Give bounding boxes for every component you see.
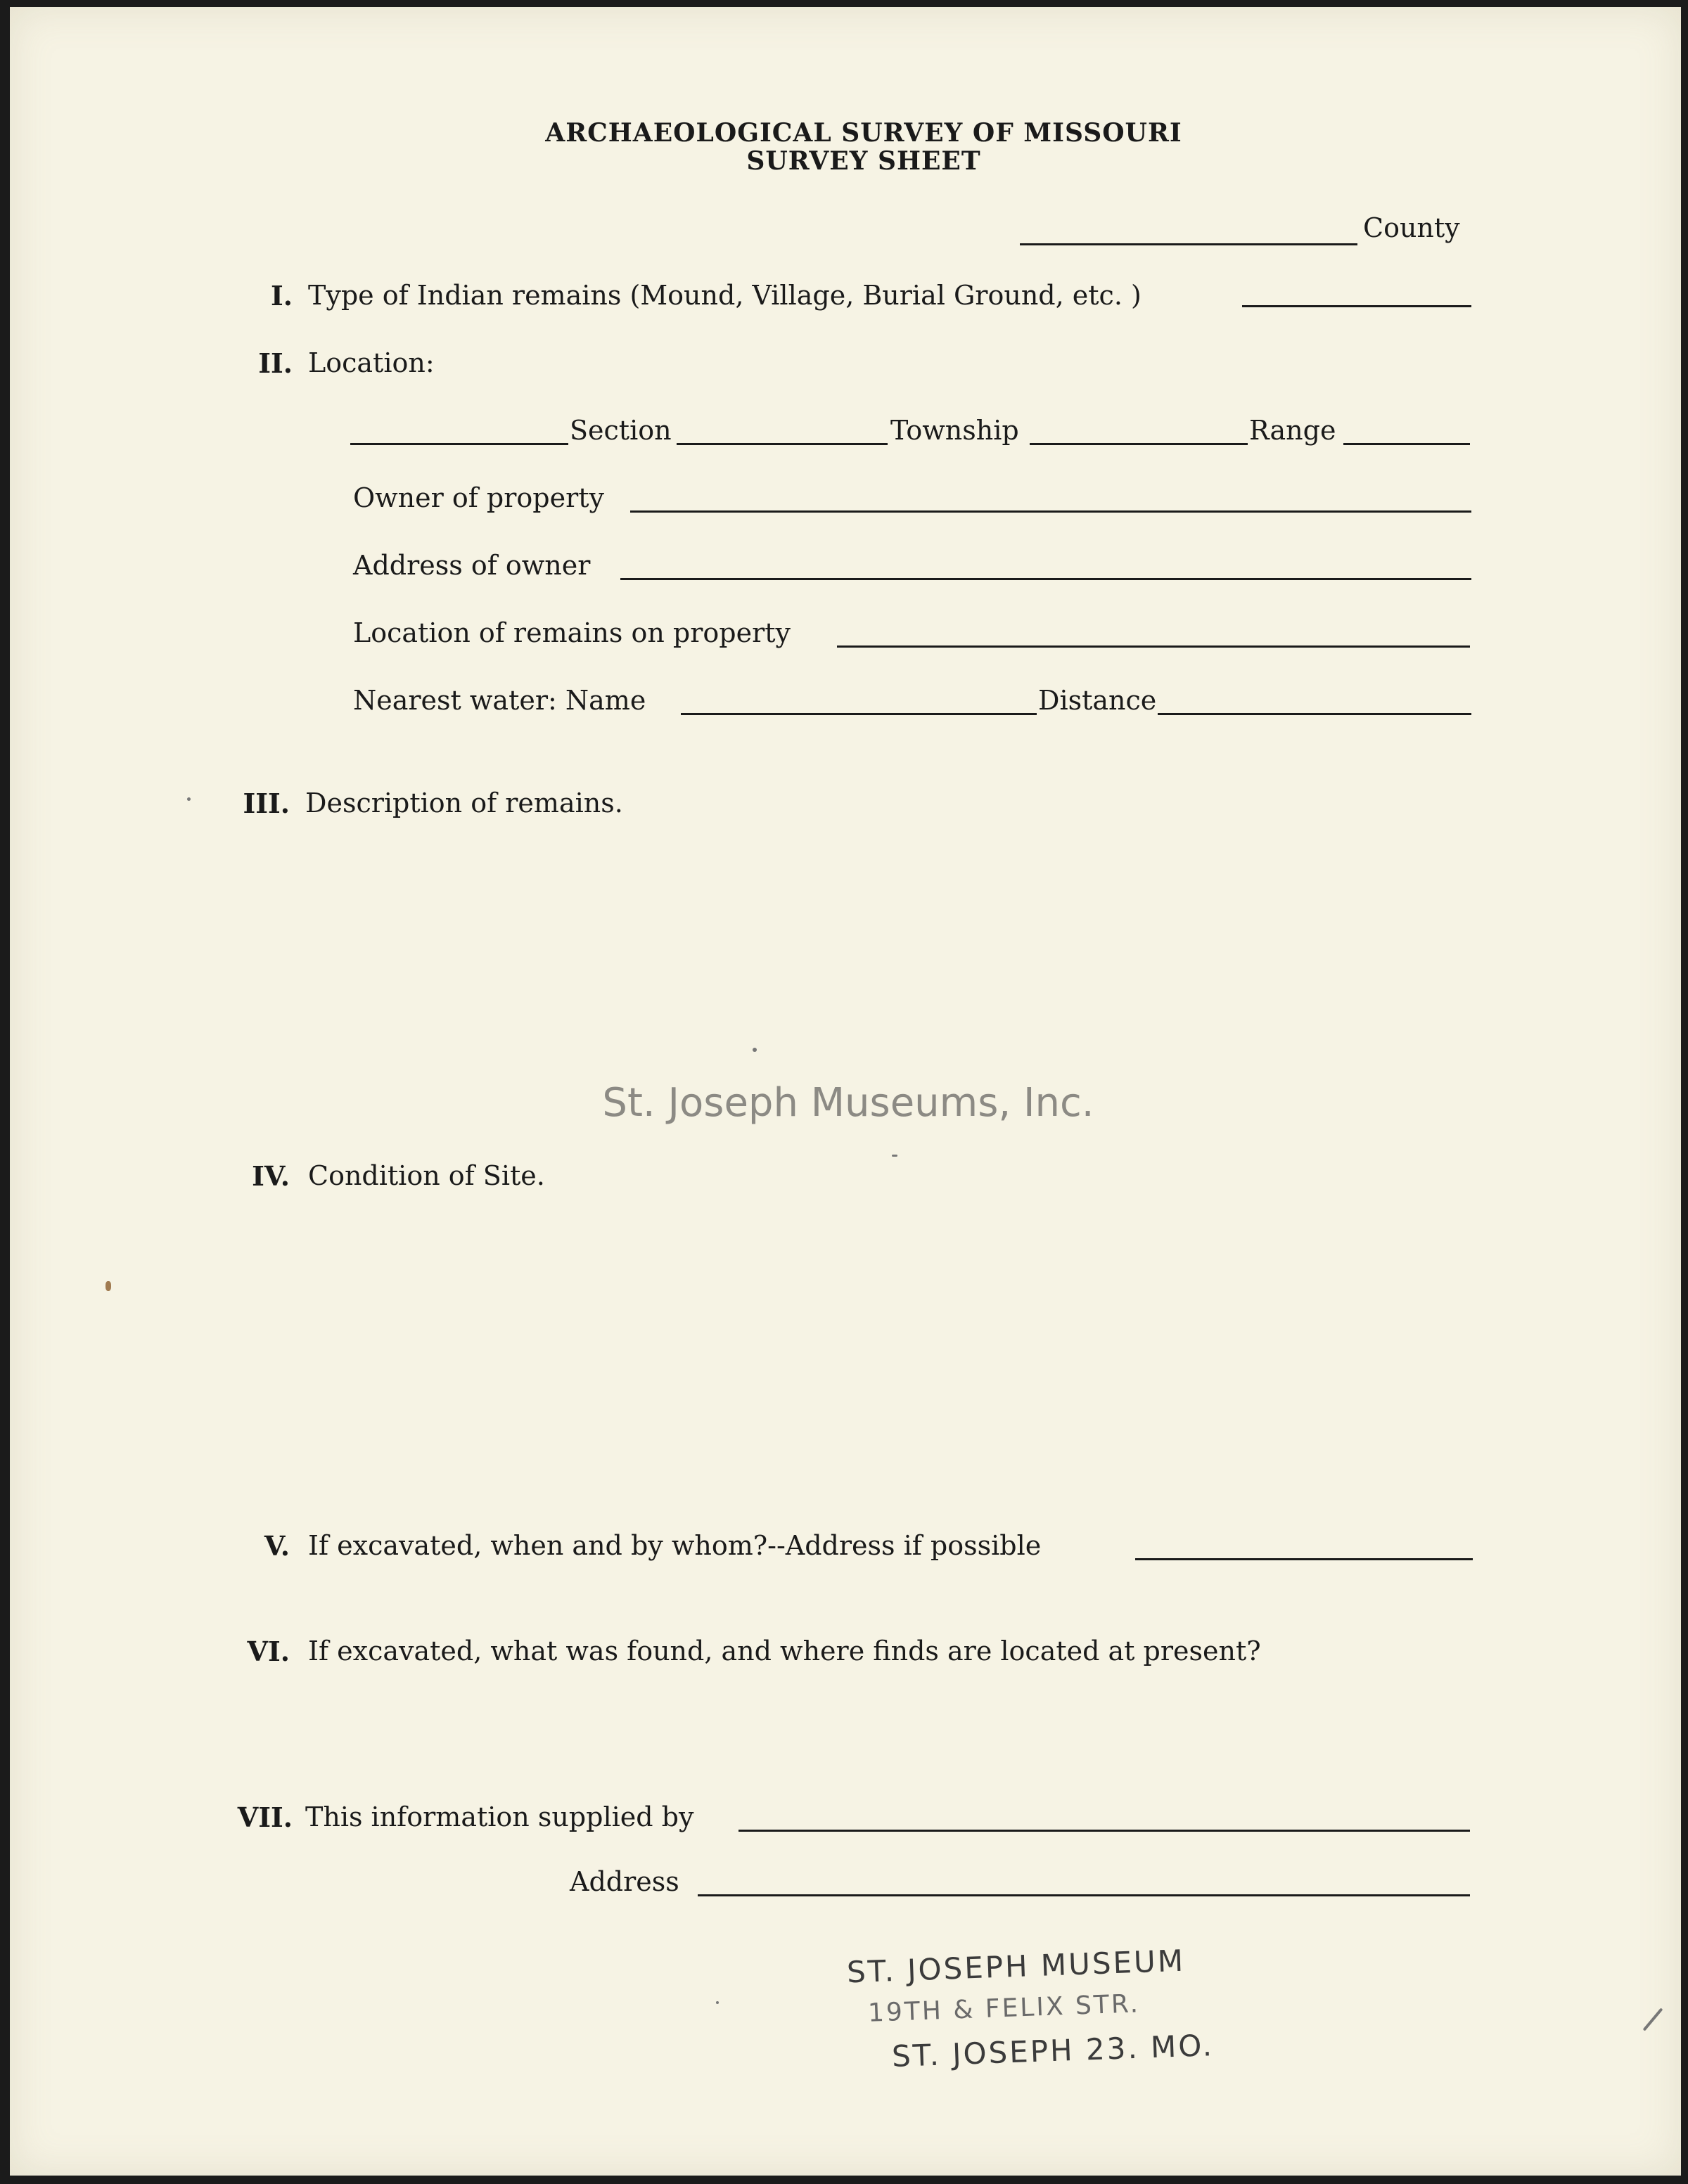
section-label: Section [570, 415, 672, 446]
section-vii-label: This information supplied by [305, 1801, 694, 1832]
section-v-label: If excavated, when and by whom?--Address if possible [308, 1530, 1042, 1561]
section-i-label: Type of Indian remains (Mound, Village, Burial Ground, etc. ) [308, 280, 1142, 311]
section-iv-label: Condition of Site. [308, 1160, 545, 1191]
description-area[interactable] [305, 830, 1473, 1069]
section-vi-label: If excavated, what was found, and where finds are located at present? [308, 1636, 1261, 1666]
location-remains-field[interactable] [837, 645, 1470, 648]
section-field[interactable] [350, 443, 568, 445]
paper-mark [1643, 2008, 1663, 2031]
paper-speck [892, 1155, 897, 1157]
paper-speck [716, 2001, 719, 2004]
owner-label: Owner of property [353, 482, 604, 513]
range-prefix-field[interactable] [1030, 443, 1248, 445]
type-of-remains-field[interactable] [1242, 305, 1471, 307]
section-number-vi: VI. [247, 1636, 290, 1667]
address-label: Address [570, 1866, 679, 1897]
stamp-line1: ST. JOSEPH MUSEUM [846, 1943, 1186, 1990]
section-iii-label: Description of remains. [305, 788, 623, 818]
section-number-i: I. [270, 280, 293, 311]
distance-label: Distance [1038, 685, 1157, 716]
form-title-line2: SURVEY SHEET [746, 146, 981, 176]
paper-speck [106, 1281, 111, 1291]
range-field[interactable] [1343, 443, 1470, 445]
section-number-vii: VII. [237, 1801, 293, 1833]
section-number-iii: III. [243, 788, 290, 819]
supplied-by-field[interactable] [738, 1830, 1470, 1832]
stamp-line3: ST. JOSEPH 23. MO. [891, 2028, 1215, 2074]
watermark: St. Joseph Museums, Inc. [602, 1080, 1094, 1126]
section-number-v: V. [264, 1530, 290, 1562]
paper-speck [753, 1048, 757, 1052]
excavated-by-field[interactable] [1135, 1558, 1473, 1560]
range-label: Range [1249, 415, 1336, 446]
form-sheet [10, 7, 1681, 2176]
section-number-iv: IV. [252, 1160, 290, 1192]
section-number-ii: II. [258, 347, 293, 379]
address-field[interactable] [698, 1894, 1470, 1896]
condition-area[interactable] [308, 1202, 1476, 1526]
county-field[interactable] [1020, 243, 1357, 245]
address-owner-field[interactable] [620, 578, 1471, 580]
county-label: County [1363, 212, 1460, 243]
address-owner-label: Address of owner [353, 550, 591, 581]
township-label: Township [890, 415, 1019, 446]
water-name-field[interactable] [681, 713, 1037, 715]
nearest-water-label: Nearest water: Name [353, 685, 646, 716]
location-remains-label: Location of remains on property [353, 617, 791, 648]
stamp-line2: 19TH & FELIX STR. [867, 1989, 1141, 2028]
section-ii-label: Location: [308, 347, 435, 378]
distance-field[interactable] [1158, 713, 1471, 715]
paper-speck [187, 797, 191, 801]
township-field[interactable] [677, 443, 888, 445]
owner-field[interactable] [630, 510, 1471, 513]
form-title-line1: ARCHAEOLOGICAL SURVEY OF MISSOURI [545, 118, 1182, 148]
